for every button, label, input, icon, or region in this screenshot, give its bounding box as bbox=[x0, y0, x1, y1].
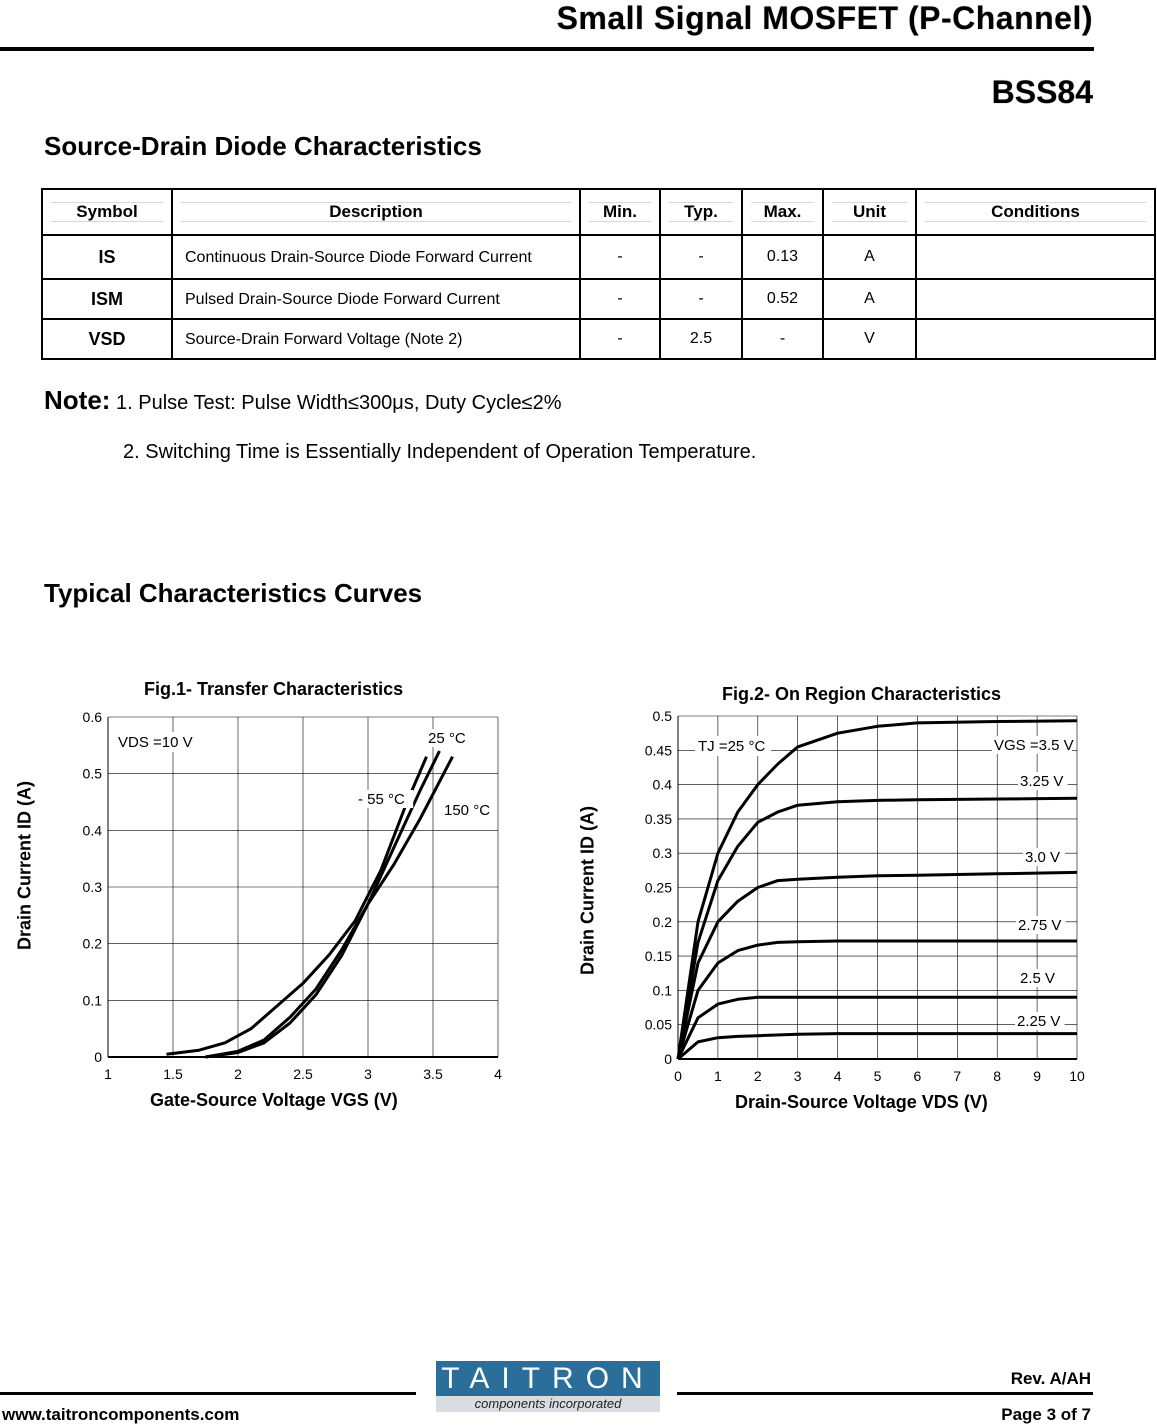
x-tick-label: 4 bbox=[833, 1068, 842, 1084]
cell-min: - bbox=[580, 235, 660, 279]
x-tick-label: 9 bbox=[1033, 1068, 1041, 1084]
x-tick-label: 8 bbox=[993, 1068, 1002, 1084]
diode-characteristics-table bbox=[41, 188, 1156, 360]
fig2-xlabel: Drain-Source Voltage VDS (V) bbox=[735, 1092, 988, 1112]
x-tick-label: 4 bbox=[494, 1066, 502, 1082]
y-tick-label: 0.2 bbox=[652, 913, 672, 930]
fig2-ylabel: Drain Current ID (A) bbox=[577, 806, 598, 976]
footer-url[interactable]: www.taitroncomponents.com bbox=[2, 1405, 240, 1424]
y-tick-label: 0.1 bbox=[82, 992, 102, 1009]
table-row bbox=[42, 235, 1155, 279]
x-tick-label: 3 bbox=[364, 1066, 372, 1082]
cell-unit: A bbox=[823, 279, 916, 319]
table-row bbox=[42, 319, 1155, 359]
cell-unit: A bbox=[823, 235, 916, 279]
section-title-diode: Source-Drain Diode Characteristics bbox=[44, 131, 482, 161]
cell-symbol: IS bbox=[42, 235, 172, 279]
chart-annotation: VDS =10 V bbox=[118, 734, 193, 751]
y-tick-label: 0.25 bbox=[644, 879, 672, 896]
col-header-min: Min. bbox=[580, 189, 660, 235]
col-header-typ: Typ. bbox=[660, 189, 742, 235]
footer-rule-left bbox=[0, 1392, 416, 1395]
cell-typ: 2.5 bbox=[660, 319, 742, 359]
fig2-title: Fig.2- On Region Characteristics bbox=[722, 684, 1002, 704]
cell-symbol: VSD bbox=[42, 319, 172, 359]
logo-tagline: components incorporated bbox=[436, 1396, 660, 1412]
series-label: - 55 °C bbox=[358, 791, 405, 808]
x-tick-label: 7 bbox=[953, 1068, 962, 1084]
cell-unit: V bbox=[823, 319, 916, 359]
series-label: 3.0 V bbox=[1025, 849, 1061, 866]
table-row bbox=[42, 279, 1155, 319]
x-tick-label: 2 bbox=[753, 1068, 762, 1084]
y-tick-label: 0.4 bbox=[82, 822, 102, 839]
y-tick-label: 0.05 bbox=[644, 1016, 672, 1033]
y-tick-label: 0.6 bbox=[82, 709, 102, 725]
col-header-unit: Unit bbox=[823, 189, 916, 235]
footer-rule-right bbox=[677, 1392, 1093, 1395]
col-header-max: Max. bbox=[742, 189, 823, 235]
fig1-xlabel: Gate-Source Voltage VGS (V) bbox=[150, 1090, 398, 1110]
x-tick-label: 10 bbox=[1069, 1068, 1085, 1084]
part-number: BSS84 bbox=[991, 74, 1093, 110]
y-tick-label: 0.15 bbox=[644, 948, 672, 965]
y-tick-label: 0.5 bbox=[652, 708, 672, 724]
fig1-transfer-chart bbox=[60, 700, 520, 1090]
cell-symbol: ISM bbox=[42, 279, 172, 319]
series-label: 150 °C bbox=[444, 802, 491, 819]
y-tick-label: 0.3 bbox=[82, 879, 102, 895]
fig2-on-region-chart bbox=[610, 700, 1100, 1092]
note-2-text: 2. Switching Time is Essentially Independent of Operation Temperature. bbox=[123, 441, 757, 463]
col-header-description: Description bbox=[172, 189, 580, 235]
series-label: 2.25 V bbox=[1017, 1013, 1061, 1030]
cell-min: - bbox=[580, 279, 660, 319]
y-tick-label: 0.2 bbox=[82, 935, 102, 952]
taitron-logo bbox=[436, 1361, 660, 1413]
y-tick-label: 0.5 bbox=[82, 765, 102, 782]
series-label: 25 °C bbox=[428, 730, 466, 747]
col-header-conditions: Conditions bbox=[916, 189, 1155, 235]
y-tick-label: 0.1 bbox=[652, 982, 672, 999]
series-label: VGS =3.5 V bbox=[994, 737, 1074, 754]
series-label: 3.25 V bbox=[1020, 773, 1064, 790]
table-header-row bbox=[42, 189, 1155, 235]
x-tick-label: 3.5 bbox=[423, 1066, 443, 1082]
chart-annotation: TJ =25 °C bbox=[698, 738, 766, 755]
cell-description: Source-Drain Forward Voltage (Note 2) bbox=[172, 319, 580, 359]
cell-description: Pulsed Drain-Source Diode Forward Current bbox=[172, 279, 580, 319]
document-title: Small Signal MOSFET (P-Channel) bbox=[556, 0, 1093, 36]
footer-revision: Rev. A/AH bbox=[1010, 1369, 1091, 1388]
cell-min: - bbox=[580, 319, 660, 359]
x-tick-label: 0 bbox=[674, 1068, 682, 1084]
series-label: 2.75 V bbox=[1018, 917, 1062, 934]
series-label: 2.5 V bbox=[1020, 970, 1056, 987]
fig1-ylabel: Drain Current ID (A) bbox=[14, 781, 35, 951]
cell-conditions bbox=[916, 235, 1155, 279]
y-tick-label: 0.35 bbox=[644, 810, 672, 827]
logo-wordmark: TAITRON bbox=[436, 1361, 660, 1396]
section-title-curves: Typical Characteristics Curves bbox=[44, 578, 423, 608]
note-label: Note: bbox=[44, 385, 111, 415]
cell-max: 0.13 bbox=[742, 235, 823, 279]
cell-max: - bbox=[742, 319, 823, 359]
note-1 bbox=[44, 385, 562, 416]
y-tick-label: 0.3 bbox=[652, 845, 672, 862]
cell-conditions bbox=[916, 279, 1155, 319]
fig1-title: Fig.1- Transfer Characteristics bbox=[144, 679, 404, 699]
x-tick-label: 1 bbox=[104, 1066, 112, 1082]
cell-max: 0.52 bbox=[742, 279, 823, 319]
x-tick-label: 1 bbox=[714, 1068, 722, 1084]
col-header-symbol: Symbol bbox=[42, 189, 172, 235]
cell-typ: - bbox=[660, 279, 742, 319]
x-tick-label: 2.5 bbox=[293, 1066, 313, 1082]
y-tick-label: 0 bbox=[664, 1051, 672, 1067]
y-tick-label: 0.4 bbox=[652, 776, 672, 793]
y-tick-label: 0 bbox=[94, 1049, 102, 1065]
y-tick-label: 0.45 bbox=[644, 742, 672, 759]
x-tick-label: 6 bbox=[913, 1068, 922, 1084]
x-tick-label: 1.5 bbox=[163, 1066, 183, 1082]
note-1-text: 1. Pulse Test: Pulse Width≤300μs, Duty Cycle≤2% bbox=[116, 392, 562, 414]
cell-typ: - bbox=[660, 235, 742, 279]
footer-page-number: Page 3 of 7 bbox=[1001, 1405, 1091, 1424]
header-rule bbox=[0, 47, 1094, 51]
cell-description: Continuous Drain-Source Diode Forward Current bbox=[172, 235, 580, 279]
x-tick-label: 2 bbox=[234, 1066, 242, 1082]
cell-conditions bbox=[916, 319, 1155, 359]
x-tick-label: 5 bbox=[873, 1068, 882, 1084]
x-tick-label: 3 bbox=[793, 1068, 802, 1084]
